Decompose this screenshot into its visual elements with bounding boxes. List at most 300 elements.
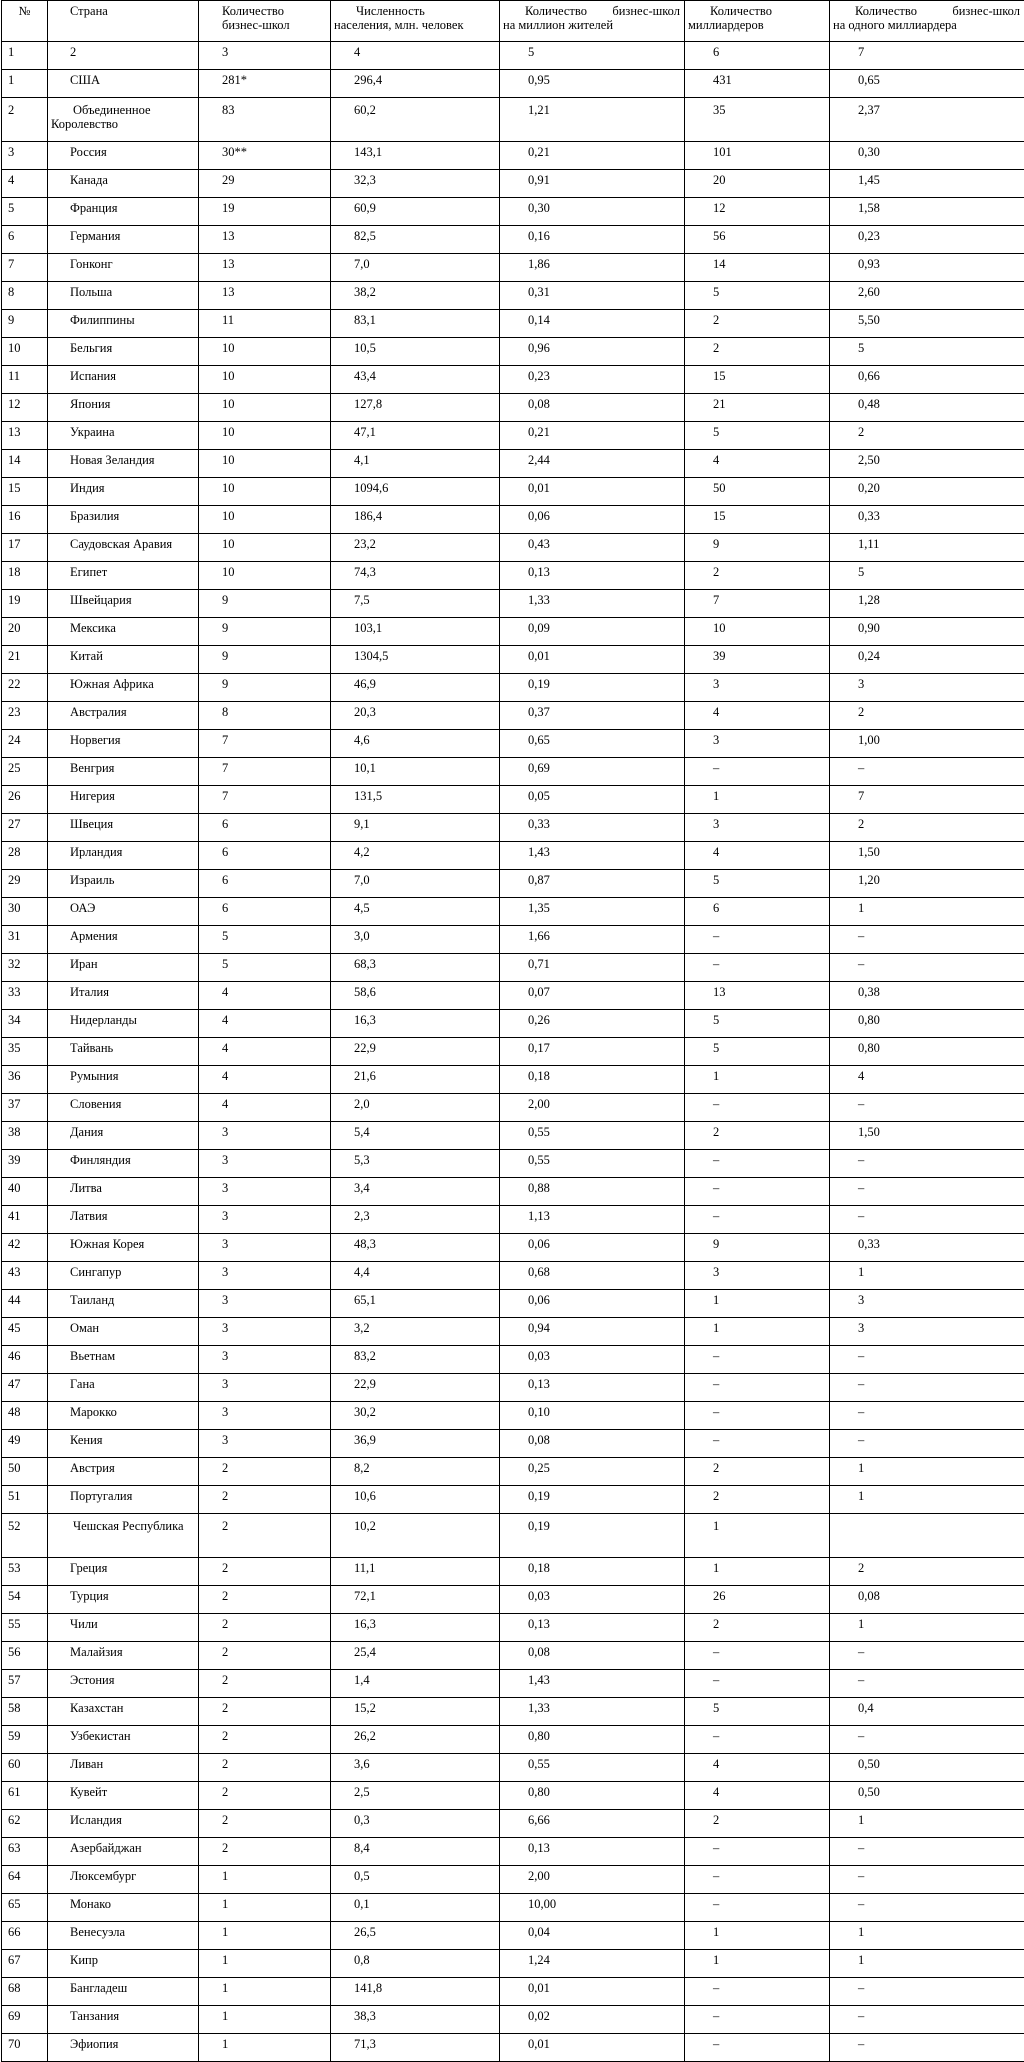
row-number: 4 (2, 170, 48, 198)
country-name: Франция (48, 198, 199, 226)
billionaires-count: 35 (685, 98, 830, 142)
population-value: 47,1 (331, 422, 500, 450)
row-number: 18 (2, 562, 48, 590)
population-value: 46,9 (331, 674, 500, 702)
country-name: Южная Африка (48, 674, 199, 702)
country-name: Оман (48, 1318, 199, 1346)
schools-per-million: 0,01 (500, 646, 685, 674)
table-row (2, 142, 1024, 170)
billionaires-count: 4 (685, 702, 830, 730)
table-row (2, 1922, 1024, 1950)
population-value: 26,5 (331, 1922, 500, 1950)
schools-per-billionaire: 7 (830, 42, 1024, 70)
row-number: 52 (2, 1514, 48, 1558)
schools-count: 10 (199, 338, 331, 366)
population-value: 82,5 (331, 226, 500, 254)
billionaires-count: – (685, 758, 830, 786)
billionaires-count: – (685, 1150, 830, 1178)
country-name: Украина (48, 422, 199, 450)
schools-per-million: 0,30 (500, 198, 685, 226)
billionaires-count: 2 (685, 1458, 830, 1486)
schools-per-million: 0,94 (500, 1318, 685, 1346)
table-row (2, 1402, 1024, 1430)
billionaires-count: 15 (685, 506, 830, 534)
schools-count: 3 (199, 1206, 331, 1234)
country-name: Литва (48, 1178, 199, 1206)
population-value: 71,3 (331, 2034, 500, 2062)
schools-per-billionaire: 5 (830, 338, 1024, 366)
schools-per-million: 0,80 (500, 1726, 685, 1754)
schools-count: 5 (199, 926, 331, 954)
schools-per-million: 0,95 (500, 70, 685, 98)
billionaires-count: 5 (685, 422, 830, 450)
table-row (2, 1894, 1024, 1922)
country-name: Италия (48, 982, 199, 1010)
schools-count: 10 (199, 394, 331, 422)
schools-per-million: 0,01 (500, 2034, 685, 2062)
country-name: Венесуэла (48, 1922, 199, 1950)
country-name: Иран (48, 954, 199, 982)
header-per-million-line1 (503, 4, 680, 18)
schools-per-billionaire: 1,00 (830, 730, 1024, 758)
table-row (2, 1374, 1024, 1402)
table-row (2, 1094, 1024, 1122)
population-value: 7,0 (331, 254, 500, 282)
billionaires-count: 1 (685, 1922, 830, 1950)
schools-count: 83 (199, 98, 331, 142)
country-name: Нигерия (48, 786, 199, 814)
country-name: Мексика (48, 618, 199, 646)
row-number: 68 (2, 1978, 48, 2006)
schools-per-billionaire: – (830, 2006, 1024, 2034)
schools-per-billionaire: 0,23 (830, 226, 1024, 254)
country-name: Бельгия (48, 338, 199, 366)
population-value: 30,2 (331, 1402, 500, 1430)
population-value: 0,5 (331, 1866, 500, 1894)
population-value: 83,1 (331, 310, 500, 338)
schools-count: 1 (199, 1950, 331, 1978)
table-row (2, 98, 1024, 142)
country-name: Нидерланды (48, 1010, 199, 1038)
schools-per-billionaire: 0,33 (830, 1234, 1024, 1262)
schools-count: 30** (199, 142, 331, 170)
schools-per-million: 2,00 (500, 1866, 685, 1894)
billionaires-count: – (685, 1206, 830, 1234)
schools-count: 3 (199, 1374, 331, 1402)
billionaires-count: 4 (685, 450, 830, 478)
billionaires-count: 5 (685, 1698, 830, 1726)
population-value: 21,6 (331, 1066, 500, 1094)
schools-count: 9 (199, 646, 331, 674)
billionaires-count: – (685, 1430, 830, 1458)
schools-per-million: 0,08 (500, 394, 685, 422)
schools-count: 9 (199, 590, 331, 618)
billionaires-count: 26 (685, 1586, 830, 1614)
billionaires-count: – (685, 2006, 830, 2034)
country-name: Сингапур (48, 1262, 199, 1290)
schools-count: 6 (199, 842, 331, 870)
country-name: Испания (48, 366, 199, 394)
header-country: Страна (48, 1, 199, 42)
population-value: 143,1 (331, 142, 500, 170)
schools-per-billionaire: 0,65 (830, 70, 1024, 98)
schools-per-billionaire: 0,93 (830, 254, 1024, 282)
header-billionaires (685, 1, 830, 42)
population-value: 26,2 (331, 1726, 500, 1754)
schools-count: 2 (199, 1514, 331, 1558)
schools-per-billionaire: – (830, 954, 1024, 982)
country-name: Ливан (48, 1754, 199, 1782)
schools-per-billionaire: – (830, 1978, 1024, 2006)
schools-per-billionaire: 1 (830, 1486, 1024, 1514)
schools-count: 3 (199, 1122, 331, 1150)
schools-count: 4 (199, 1094, 331, 1122)
schools-count: 2 (199, 1726, 331, 1754)
billionaires-count: 7 (685, 590, 830, 618)
country-name: Кипр (48, 1950, 199, 1978)
header-row (2, 1, 1024, 42)
schools-per-million: 0,88 (500, 1178, 685, 1206)
schools-count: 1 (199, 1978, 331, 2006)
billionaires-count: 3 (685, 1262, 830, 1290)
population-value: 2,5 (331, 1782, 500, 1810)
schools-per-million: 0,14 (500, 310, 685, 338)
country-name: Марокко (48, 1402, 199, 1430)
table-row (2, 1614, 1024, 1642)
schools-per-million: 0,96 (500, 338, 685, 366)
row-number: 40 (2, 1178, 48, 1206)
country-name: Португалия (48, 1486, 199, 1514)
billionaires-count: 1 (685, 786, 830, 814)
row-number: 32 (2, 954, 48, 982)
schools-per-million: 0,08 (500, 1430, 685, 1458)
schools-per-billionaire: 3 (830, 1290, 1024, 1318)
table-row (2, 618, 1024, 646)
row-number: 44 (2, 1290, 48, 1318)
schools-per-billionaire: 0,90 (830, 618, 1024, 646)
schools-count: 1 (199, 2006, 331, 2034)
country-name: Казахстан (48, 1698, 199, 1726)
population-value: 22,9 (331, 1374, 500, 1402)
row-number: 21 (2, 646, 48, 674)
table-row (2, 1950, 1024, 1978)
table-row (2, 2034, 1024, 2062)
schools-per-million: 2,00 (500, 1094, 685, 1122)
row-number: 31 (2, 926, 48, 954)
schools-per-million: 1,21 (500, 98, 685, 142)
population-value: 0,1 (331, 1894, 500, 1922)
schools-per-billionaire: 2,37 (830, 98, 1024, 142)
billionaires-count: – (685, 954, 830, 982)
table-row (2, 478, 1024, 506)
population-value: 72,1 (331, 1586, 500, 1614)
schools-per-billionaire: 0,50 (830, 1754, 1024, 1782)
schools-count: 9 (199, 618, 331, 646)
country-name: Венгрия (48, 758, 199, 786)
schools-count: 10 (199, 422, 331, 450)
billionaires-count: – (685, 1402, 830, 1430)
schools-per-million: 0,13 (500, 1838, 685, 1866)
population-value: 74,3 (331, 562, 500, 590)
population-value: 83,2 (331, 1346, 500, 1374)
schools-per-billionaire: – (830, 1094, 1024, 1122)
billionaires-count: 21 (685, 394, 830, 422)
schools-count: 3 (199, 1234, 331, 1262)
header-billionaires-line2: миллиардеров (688, 18, 764, 32)
table-row (2, 590, 1024, 618)
table-row (2, 450, 1024, 478)
schools-per-billionaire: – (830, 1866, 1024, 1894)
row-number: 53 (2, 1558, 48, 1586)
schools-per-million: 0,87 (500, 870, 685, 898)
row-number: 62 (2, 1810, 48, 1838)
country-name: Израиль (48, 870, 199, 898)
schools-per-billionaire: 1 (830, 898, 1024, 926)
table-row (2, 394, 1024, 422)
billionaires-count: 50 (685, 478, 830, 506)
header-per-billionaire-word1: Количество (855, 4, 917, 18)
table-row (2, 1122, 1024, 1150)
country-name: Объединенное Королевство (48, 98, 199, 142)
population-value: 25,4 (331, 1642, 500, 1670)
row-number: 19 (2, 590, 48, 618)
schools-per-million: 0,06 (500, 506, 685, 534)
schools-per-billionaire: – (830, 1642, 1024, 1670)
table-row (2, 70, 1024, 98)
schools-per-million: 0,08 (500, 1642, 685, 1670)
schools-count: 4 (199, 982, 331, 1010)
row-number: 5 (2, 198, 48, 226)
row-number: 1 (2, 42, 48, 70)
table-row (2, 2006, 1024, 2034)
row-number: 43 (2, 1262, 48, 1290)
schools-count: 2 (199, 1810, 331, 1838)
billionaires-count: – (685, 1978, 830, 2006)
row-number: 16 (2, 506, 48, 534)
row-number: 26 (2, 786, 48, 814)
schools-per-billionaire: – (830, 1346, 1024, 1374)
business-schools-table (1, 0, 1024, 2062)
row-number: 60 (2, 1754, 48, 1782)
billionaires-count: 5 (685, 870, 830, 898)
schools-per-million: 0,37 (500, 702, 685, 730)
table-row (2, 1458, 1024, 1486)
billionaires-count: 14 (685, 254, 830, 282)
population-value: 7,5 (331, 590, 500, 618)
schools-per-million: 0,18 (500, 1558, 685, 1586)
schools-per-million: 0,17 (500, 1038, 685, 1066)
schools-per-million: 0,03 (500, 1346, 685, 1374)
population-value: 43,4 (331, 366, 500, 394)
header-population-line1: Численность (334, 4, 495, 18)
population-value: 1,4 (331, 1670, 500, 1698)
billionaires-count: 2 (685, 338, 830, 366)
table-row (2, 1486, 1024, 1514)
schools-per-million: 1,13 (500, 1206, 685, 1234)
billionaires-count: 1 (685, 1318, 830, 1346)
billionaires-count: 2 (685, 1810, 830, 1838)
population-value: 9,1 (331, 814, 500, 842)
schools-count: 6 (199, 870, 331, 898)
population-value: 3,6 (331, 1754, 500, 1782)
population-value: 5,4 (331, 1122, 500, 1150)
table-row (2, 1810, 1024, 1838)
billionaires-count: 4 (685, 1782, 830, 1810)
schools-count: 1 (199, 1866, 331, 1894)
table-row (2, 926, 1024, 954)
row-number: 38 (2, 1122, 48, 1150)
country-name: Таиланд (48, 1290, 199, 1318)
schools-per-million: 0,19 (500, 1486, 685, 1514)
billionaires-count: 1 (685, 1290, 830, 1318)
row-number: 2 (2, 98, 48, 142)
header-schools-line2: бизнес-школ (222, 18, 290, 32)
table-row (2, 366, 1024, 394)
billionaires-count: 2 (685, 1614, 830, 1642)
row-number: 29 (2, 870, 48, 898)
schools-per-billionaire: 3 (830, 674, 1024, 702)
country-name: Латвия (48, 1206, 199, 1234)
country-name: Кения (48, 1430, 199, 1458)
schools-per-million: 1,24 (500, 1950, 685, 1978)
country-name: Австрия (48, 1458, 199, 1486)
population-value: 38,3 (331, 2006, 500, 2034)
country-name: Россия (48, 142, 199, 170)
schools-per-million: 1,33 (500, 1698, 685, 1726)
table-row (2, 1866, 1024, 1894)
schools-per-billionaire: 0,33 (830, 506, 1024, 534)
row-number: 34 (2, 1010, 48, 1038)
schools-per-billionaire: 2,60 (830, 282, 1024, 310)
schools-per-billionaire: 1,58 (830, 198, 1024, 226)
schools-per-billionaire: 1,28 (830, 590, 1024, 618)
table-row (2, 338, 1024, 366)
schools-per-million: 0,06 (500, 1290, 685, 1318)
table-row (2, 1150, 1024, 1178)
population-value: 103,1 (331, 618, 500, 646)
schools-count: 19 (199, 198, 331, 226)
table-row (2, 1206, 1024, 1234)
row-number: 9 (2, 310, 48, 338)
row-number: 3 (2, 142, 48, 170)
country-name: США (48, 70, 199, 98)
population-value: 10,1 (331, 758, 500, 786)
schools-per-billionaire: – (830, 1374, 1024, 1402)
row-number: 27 (2, 814, 48, 842)
schools-count: 3 (199, 1178, 331, 1206)
schools-count: 6 (199, 898, 331, 926)
schools-per-million: 1,35 (500, 898, 685, 926)
row-number: 33 (2, 982, 48, 1010)
row-number: 63 (2, 1838, 48, 1866)
row-number: 64 (2, 1866, 48, 1894)
population-value: 38,2 (331, 282, 500, 310)
schools-per-million: 0,13 (500, 1614, 685, 1642)
billionaires-count: 6 (685, 42, 830, 70)
billionaires-count: 3 (685, 674, 830, 702)
country-name: Филиппины (48, 310, 199, 338)
population-value: 16,3 (331, 1614, 500, 1642)
row-number: 23 (2, 702, 48, 730)
header-population (331, 1, 500, 42)
schools-per-million: 0,55 (500, 1122, 685, 1150)
schools-per-million: 6,66 (500, 1810, 685, 1838)
billionaires-count: 2 (685, 562, 830, 590)
schools-per-billionaire: – (830, 1150, 1024, 1178)
table-row (2, 198, 1024, 226)
population-value: 22,9 (331, 1038, 500, 1066)
header-num: № (2, 1, 48, 42)
schools-count: 13 (199, 254, 331, 282)
table-row (2, 506, 1024, 534)
billionaires-count: 9 (685, 534, 830, 562)
population-value: 48,3 (331, 1234, 500, 1262)
table-row (2, 1010, 1024, 1038)
population-value: 186,4 (331, 506, 500, 534)
population-value: 4,5 (331, 898, 500, 926)
schools-count: 3 (199, 42, 331, 70)
schools-per-billionaire: 0,08 (830, 1586, 1024, 1614)
schools-count: 5 (199, 954, 331, 982)
table-row (2, 1234, 1024, 1262)
table-row (2, 1670, 1024, 1698)
schools-per-million: 0,01 (500, 478, 685, 506)
row-number: 24 (2, 730, 48, 758)
schools-count: 10 (199, 450, 331, 478)
row-number: 58 (2, 1698, 48, 1726)
row-number: 69 (2, 2006, 48, 2034)
population-value: 296,4 (331, 70, 500, 98)
schools-per-billionaire: – (830, 1178, 1024, 1206)
country-name: Греция (48, 1558, 199, 1586)
population-value: 127,8 (331, 394, 500, 422)
schools-count: 3 (199, 1318, 331, 1346)
schools-count: 10 (199, 506, 331, 534)
country-name: Люксембург (48, 1866, 199, 1894)
population-value: 7,0 (331, 870, 500, 898)
schools-per-million: 0,25 (500, 1458, 685, 1486)
schools-count: 2 (199, 1838, 331, 1866)
schools-count: 11 (199, 310, 331, 338)
country-name: Китай (48, 646, 199, 674)
schools-count: 10 (199, 534, 331, 562)
country-name: Армения (48, 926, 199, 954)
country-name: Ирландия (48, 842, 199, 870)
schools-count: 13 (199, 282, 331, 310)
schools-per-million: 0,13 (500, 1374, 685, 1402)
row-number: 17 (2, 534, 48, 562)
population-value: 4,6 (331, 730, 500, 758)
header-per-billionaire-line1 (833, 4, 1020, 18)
schools-count: 13 (199, 226, 331, 254)
schools-per-billionaire: 0,80 (830, 1010, 1024, 1038)
schools-per-billionaire: 0,4 (830, 1698, 1024, 1726)
schools-count: 1 (199, 1922, 331, 1950)
schools-per-billionaire: 0,66 (830, 366, 1024, 394)
country-name: Германия (48, 226, 199, 254)
schools-count: 3 (199, 1290, 331, 1318)
table-row (2, 1066, 1024, 1094)
population-value: 0,3 (331, 1810, 500, 1838)
country-name: 2 (48, 42, 199, 70)
schools-per-billionaire: – (830, 1206, 1024, 1234)
schools-per-billionaire: 7 (830, 786, 1024, 814)
table-row (2, 1586, 1024, 1614)
billionaires-count: – (685, 1642, 830, 1670)
schools-count: 4 (199, 1010, 331, 1038)
country-name: Словения (48, 1094, 199, 1122)
schools-count: 8 (199, 702, 331, 730)
